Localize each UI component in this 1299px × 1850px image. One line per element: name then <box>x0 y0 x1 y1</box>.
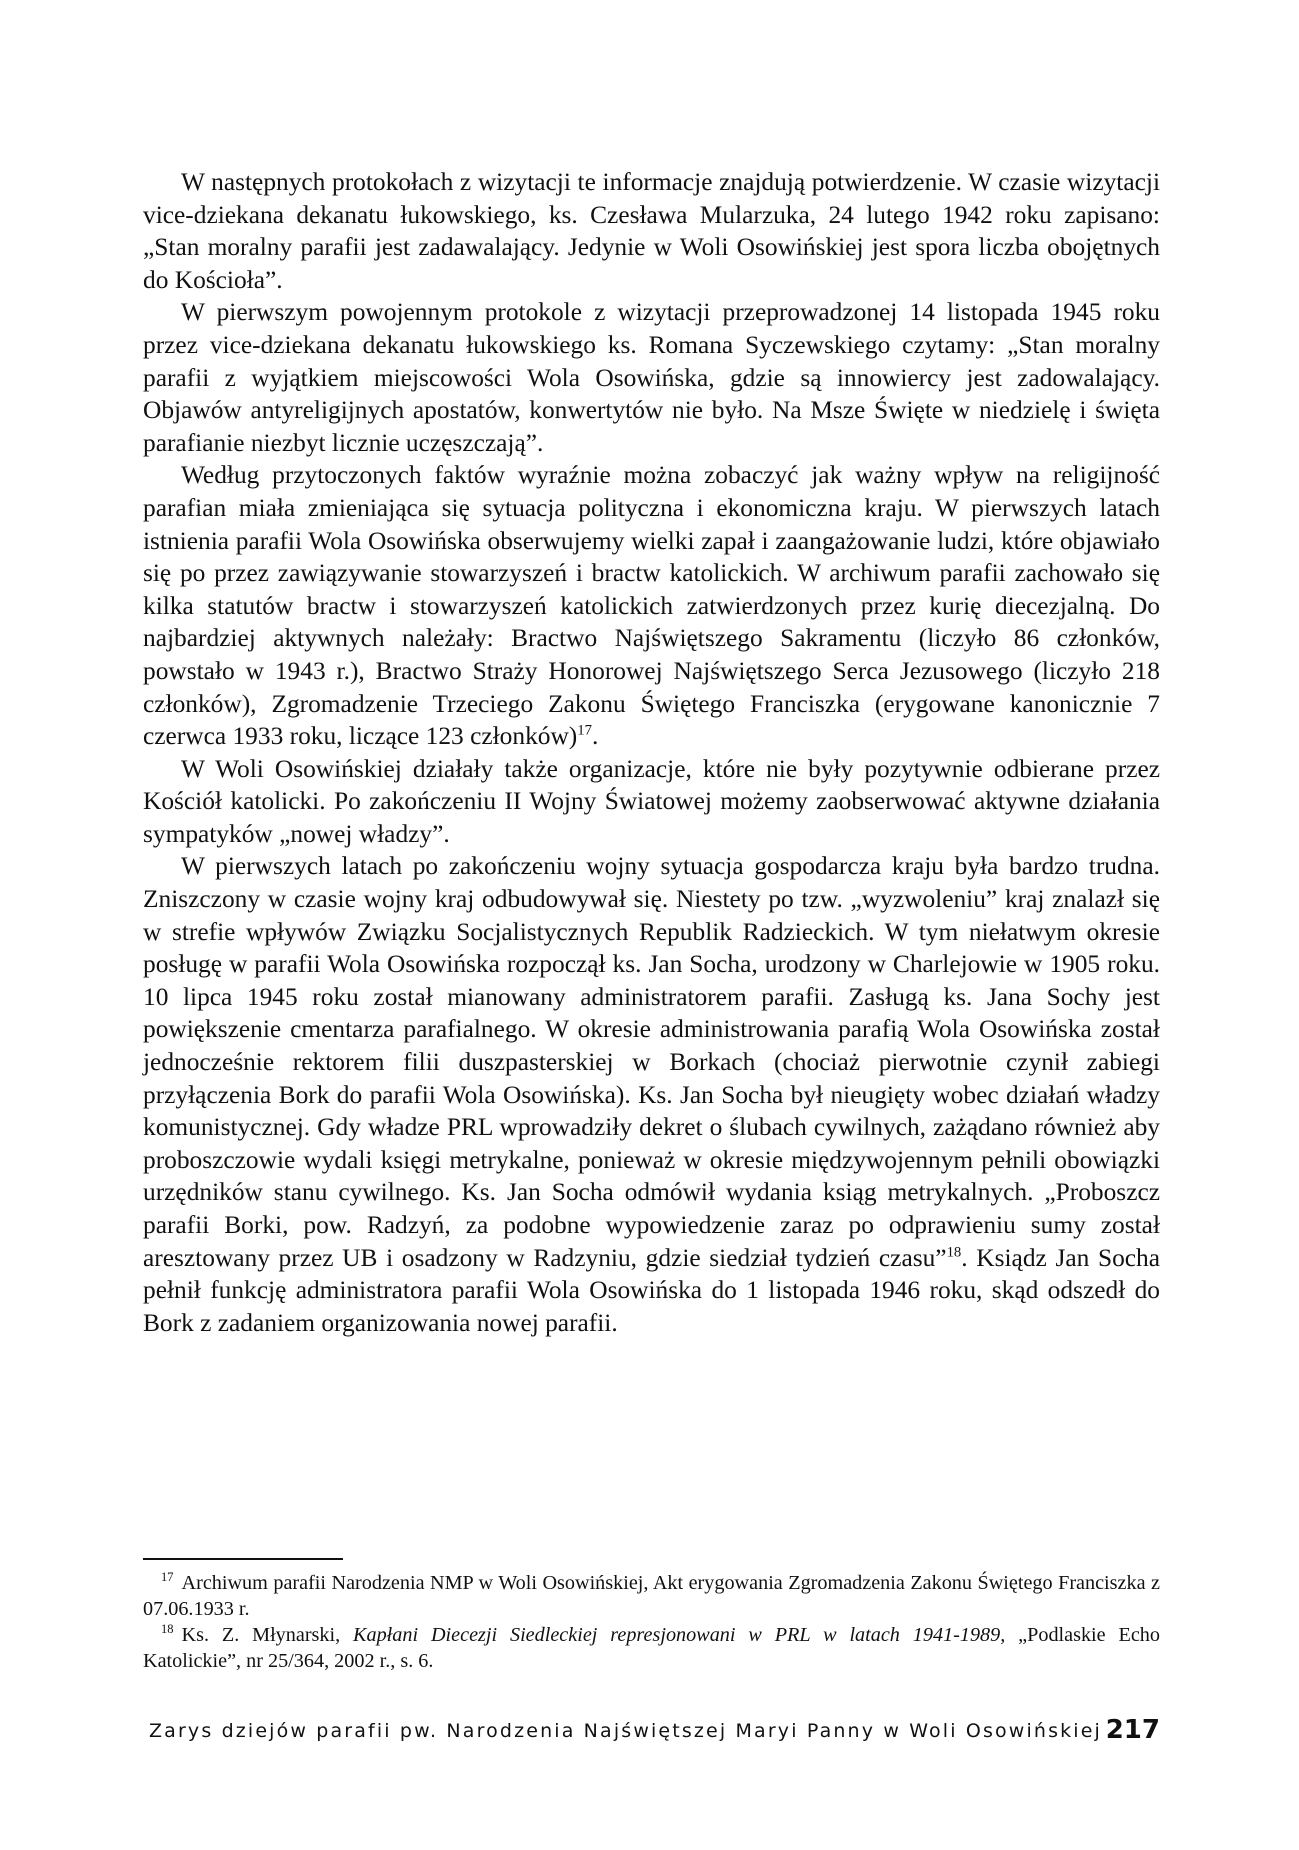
page-footer <box>143 1712 1160 1746</box>
paragraph <box>143 850 1160 1339</box>
page-number: 217 <box>1105 1715 1160 1745</box>
footnote-ref: 18 <box>946 1244 962 1261</box>
body-text <box>143 166 1160 1339</box>
footnote <box>143 1570 1160 1622</box>
paragraph <box>143 753 1160 851</box>
footnote-number: 18 <box>161 1622 174 1637</box>
footnote <box>143 1622 1160 1674</box>
paragraph <box>143 296 1160 459</box>
footnote-divider <box>143 1558 343 1560</box>
paragraph-text: Według przytoczonych faktów wyraźnie można zobaczyć jak ważny wpływ na religijność parafian miała zmieniająca się sytuacja polityczna i ekonomiczna kraju. W pierwszych latach istnienia parafii Wola Osowińska obserwujemy wielki zapał i zaangażowanie ludzi, które objawiało się po przez zawiązywanie stowarzyszeń i bractw katolickich. W archiwum parafii zachowało się kilka statutów bractw i stowarzyszeń katolickich zatwierdzonych przez kurię diecezjalną. Do najbardziej aktywnych należały: Bractwo Najświętszego Sakramentu (liczyło 86 członków, powstało w 1943 r.), Bractwo Straży Honorowej Najświętszego Serca Jezusowego (liczyło 218 członków), Zgromadzenie Trzeciego Zakonu Świętego Franciszka (erygowane kanonicznie 7 czerwca 1933 roku, liczące 123 członków) <box>143 461 1160 751</box>
footnote-text: Archiwum parafii Narodzenia NMP w Woli Osowińskiej, Akt erygowania Zgromadzenia Zakonu Świętego Franciszka z 07.06.1933 r. <box>143 1572 1160 1620</box>
footnote-text: Ks. Z. Młynarski, <box>181 1624 354 1646</box>
footnote-ref: 17 <box>577 722 592 739</box>
footnote-number: 17 <box>161 1570 174 1585</box>
paragraph-text: W następnych protokołach z wizytacji te informacje znajdują potwierdzenie. W czasie wizytacji vice-dziekana dekanatu łukowskiego, ks. Czesława Mularzuka, 24 lutego 1942 roku zapisano: „Stan moralny parafii jest zadawalający. Jedynie w Woli Osowińskiej jest spora liczba obojętnych do Kościoła”. <box>143 168 1160 294</box>
paragraph <box>143 459 1160 752</box>
footnote-text-end: „Podlaskie Echo Katolickie”, nr 25/364, 2002 r., s. 6. <box>143 1624 1160 1672</box>
footnote-title-italic: Kapłani Diecezji Siedleckiej represjonowani w PRL w latach 1941-1989, <box>353 1624 1006 1646</box>
paragraph-text: W Woli Osowińskiej działały także organizacje, które nie były pozytywnie odbierane przez Kościół katolicki. Po zakończeniu II Wojny Światowej możemy zaobserwować aktywne działania sympatyków „nowej władzy”. <box>143 754 1160 848</box>
running-title: Zarys dziejów parafii pw. Narodzenia Najświętszej Maryi Panny w Woli Osowińskiej <box>149 1720 1102 1742</box>
paragraph <box>143 166 1160 296</box>
paragraph-text: W pierwszych latach po zakończeniu wojny sytuacja gospodarcza kraju była bardzo trudna. Zniszczony w czasie wojny kraj odbudowywał się. Niestety po tzw. „wyzwoleniu” kraj znalazł się w strefie wpływów Związku Socjalistycznych Republik Radzieckich. W tym niełatwym okresie posługę w parafii Wola Osowińska rozpoczął ks. Jan Socha, urodzony w Charlejowie w 1905 roku. 10 lipca 1945 roku został mianowany administratorem parafii. Zasługą ks. Jana Sochy jest powiększenie cmentarza parafialnego. W okresie administrowania parafią Wola Osowińska został jednocześnie rektorem filii duszpasterskiej w Borkach (chociaż pierwotnie czynił zabiegi przyłączenia Bork do parafii Wola Osowińska). Ks. Jan Socha był nieugięty wobec działań władzy komunistycznej. Gdy władze PRL wprowadziły dekret o ślubach cywilnych, zażądano również aby proboszczowie wydali księgi metrykalne, ponieważ w okresie międzywojennym pełnili obowiązki urzędników stanu cywilnego. Ks. Jan Socha odmówił wydania ksiąg metrykalnych. „Proboszcz parafii Borki, pow. Radzyń, za podobne wypowiedzenie zaraz po odprawieniu sumy został aresztowany przez UB i osadzony w Radzyniu, gdzie siedział tydzień czasu” <box>143 852 1160 1272</box>
paragraph-text-end: . <box>591 722 599 751</box>
paragraph-text: W pierwszym powojennym protokole z wizytacji przeprowadzonej 14 listopada 1945 roku przez vice-dziekana dekanatu łukowskiego ks. Romana Syczewskiego czytamy: „Stan moralny parafii z wyjątkiem miejscowości Wola Osowińska, gdzie są innowiercy jest zadowalający. Objawów antyreligijnych apostatów, konwertytów nie było. Na Msze Święte w niedzielę i święta parafianie niezbyt licznie uczęszczają”. <box>143 298 1160 457</box>
footnotes <box>143 1570 1160 1674</box>
paragraph-text-end: . Ksiądz Jan Socha pełnił funkcję administratora parafii Wola Osowińska do 1 listopada 1946 roku, skąd odszedł do Bork z zadaniem organizowania nowej parafii. <box>143 1243 1161 1337</box>
